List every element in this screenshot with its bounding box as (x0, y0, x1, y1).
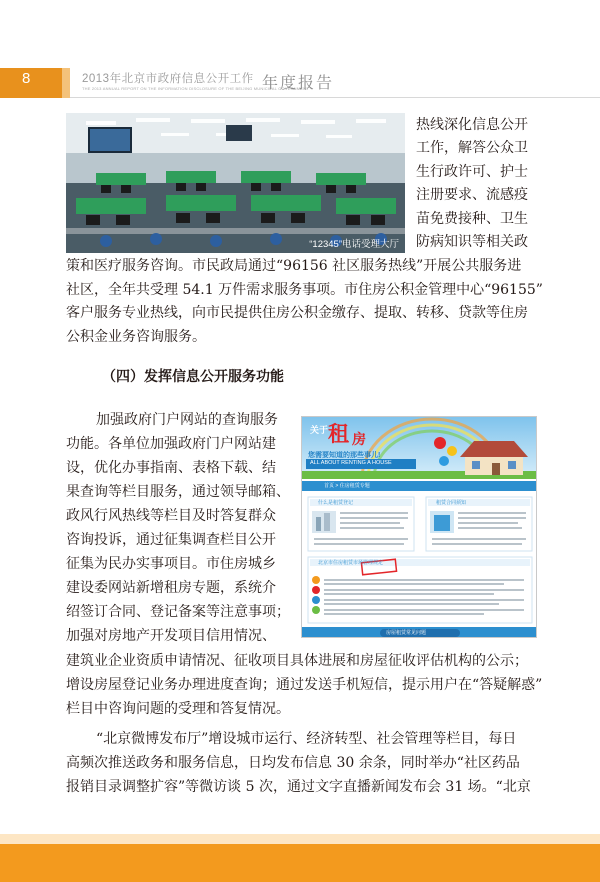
paragraph-line: 增设房屋登记业务办理进度查询；通过发送手机短信，提示用户在“答疑解惑” (66, 677, 543, 693)
website-box-title[interactable]: 租赁合同须知 (436, 500, 467, 506)
banner-big-char-1: 租 (328, 423, 349, 446)
paragraph-line: 热线深化信息公开 (416, 117, 528, 133)
paragraph-line: 建设委网站新增租房专题，系统介 (66, 580, 276, 596)
banner-english: ALL ABOUT RENTING A HOUSE (310, 460, 392, 466)
paragraph-line: 公积金业务咨询服务。 (66, 329, 206, 345)
paragraph-line: 苗免费接种、卫生 (416, 211, 528, 227)
section-heading: （四）发挥信息公开服务功能 (102, 368, 284, 384)
paragraph-line: 客户服务专业热线，向市民提供住房公积金缴存、提取、转移、贷款等住房 (66, 305, 528, 321)
footer-orange-band (0, 844, 600, 882)
header-title: 2013年北京市政府信息公开工作 (82, 73, 254, 85)
header-subtitle: THE 2013 ANNUAL REPORT ON THE INFORMATION DISCLOSURE OF THE BEIJING MUNICIPAL GOVERNMENT (82, 86, 309, 91)
header-report-label: 年度报告 (262, 73, 335, 92)
footer-light-band (0, 834, 600, 844)
paragraph-line: 绍签订合同、登记备案等注意事项； (66, 604, 290, 620)
paragraph-line: 加强对房地产开发项目信用情况、 (66, 628, 276, 644)
banner-prefix: 关于 (310, 425, 329, 435)
paragraph-line: 策和医疗服务咨询。市民政局通过“96156 社区服务热线”开展公共服务进 (66, 258, 522, 274)
paragraph-line: 注册要求、流感疫 (416, 187, 528, 203)
page-number-box (0, 68, 62, 98)
header-divider (70, 97, 600, 98)
website-nav-breadcrumb[interactable]: 首页 > 住房租赁专题 (324, 483, 370, 489)
paragraph-line: 咨询投诉，通过征集调查栏目公开 (66, 532, 276, 548)
page-number-tab-decoration (62, 68, 70, 98)
paragraph-line: 果查询等栏目服务，通过领导邮箱、 (66, 484, 290, 500)
page-number: 8 (22, 70, 31, 87)
paragraph-line: 防病知识等相关政 (416, 234, 528, 250)
website-box-title[interactable]: 北京市住房租赁市场管理规定 (318, 560, 384, 566)
website-box-title[interactable]: 什么是租赁登记 (318, 500, 354, 506)
banner-big-char-2: 房 (352, 431, 366, 447)
call-center-illustration (66, 113, 405, 253)
paragraph-line: 设，优化办事指南、表格下载、结 (66, 460, 276, 476)
paragraph-line: 政风行风热线等栏目及时答复群众 (66, 508, 276, 524)
paragraph-line: 工作，解答公众卫 (416, 140, 528, 156)
paragraph-line: 加强政府门户网站的查询服务 (96, 412, 278, 428)
website-footer-title[interactable]: 房屋租赁常见问题 (386, 630, 427, 636)
photo-caption: “12345”电话受理大厅 (309, 239, 399, 250)
rental-website-screenshot (301, 416, 537, 638)
paragraph-line: 建筑业企业资质申请情况、征收项目具体进展和房屋征收评估机构的公示； (66, 653, 528, 669)
banner-slogan: 您需要知道的那些事儿! (308, 452, 381, 459)
paragraph-line: 报销目录调整扩容”等微访谈 5 次，通过文字直播新闻发布会 31 场。“北京 (66, 779, 531, 795)
paragraph-line: 征集为民办实事项目。市住房城乡 (66, 556, 276, 572)
paragraph-line: 社区，全年共受理 54.1 万件需求服务事项。市住房公积金管理中心“96155” (66, 282, 543, 298)
paragraph-line: “北京微博发布厅”增设城市运行、经济转型、社会管理等栏目，每日 (96, 731, 517, 747)
call-center-photo (66, 113, 405, 253)
paragraph-line: 高频次推送政务和服务信息，日均发布信息 30 余条，同时举办“社区药品 (66, 755, 520, 771)
paragraph-line: 栏目中咨询问题的受理和答复情况。 (66, 701, 290, 717)
paragraph-line: 功能。各单位加强政府门户网站建 (66, 436, 276, 452)
paragraph-line: 生行政许可、护士 (416, 164, 528, 180)
